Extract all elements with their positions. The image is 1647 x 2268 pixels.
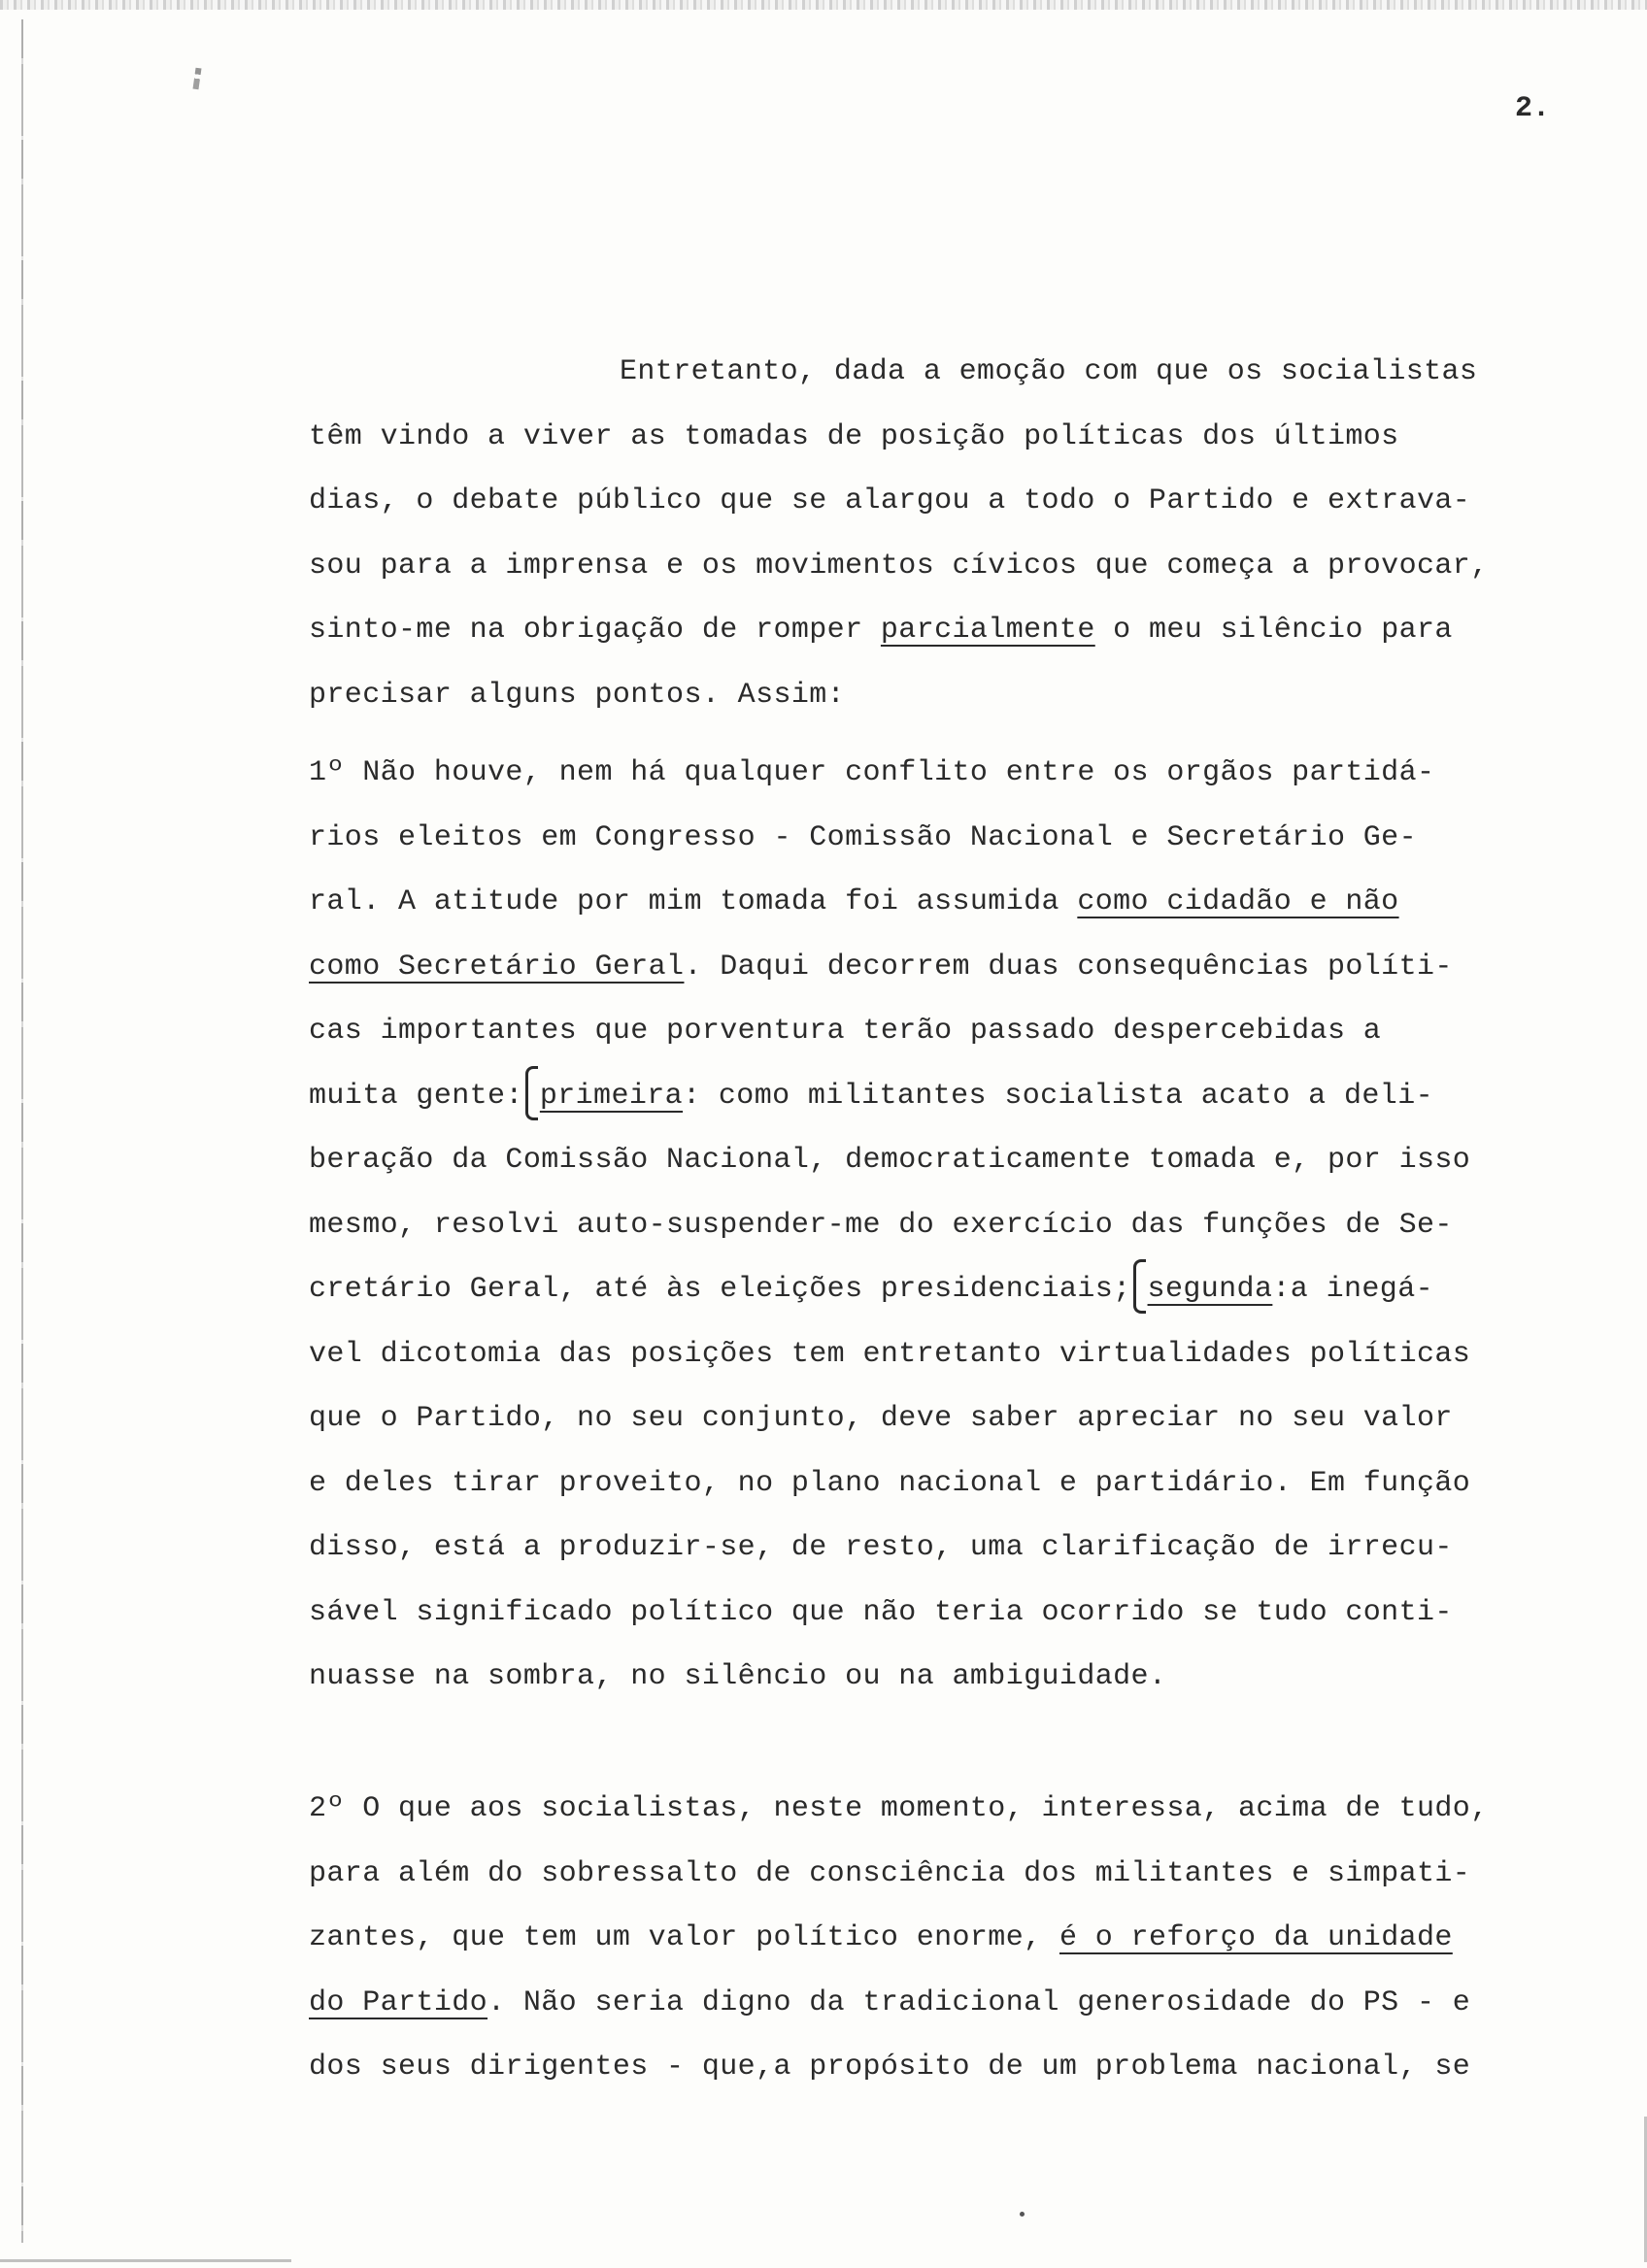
text-line: Entretanto, dada a emoção com que os socialistas [620, 355, 1478, 388]
text-line: cretário Geral, até às eleições presidenciais; segunda:a inegá- [309, 1257, 1610, 1322]
underlined-text: como Secretário Geral [309, 950, 685, 984]
underlined-text: segunda [1147, 1273, 1273, 1306]
page-number: 2. [1515, 92, 1551, 125]
text-line: sinto-me na obrigação de romper parcialmente o meu silêncio para [309, 614, 1453, 647]
paragraph-intro [309, 340, 1610, 727]
point-1 [309, 741, 1610, 1710]
text-line: mesmo, resolvi auto-suspender-me do exercício das funções de Se- [309, 1208, 1453, 1242]
ink-dot [1020, 2212, 1025, 2217]
text-line: nuasse na sombra, no silêncio ou na ambiguidade. [309, 1660, 1167, 1693]
underlined-text: parcialmente [880, 614, 1095, 647]
text-line: rios eleitos em Congresso - Comissão Nacional e Secretário Ge- [309, 820, 1417, 854]
text-line: precisar alguns pontos. Assim: [309, 678, 846, 712]
text-line: que o Partido, no seu conjunto, deve saber apreciar no seu valor [309, 1402, 1453, 1435]
text-line: beração da Comissão Nacional, democraticamente tomada e, por isso [309, 1144, 1471, 1177]
text-line: sável significado político que não teria ocorrido se tudo conti- [309, 1595, 1453, 1629]
underlined-text: como cidadão e não [1077, 885, 1399, 918]
text-line: ral. A atitude por mim tomada foi assumida como cidadão e não [309, 885, 1399, 918]
handwritten-bracket [525, 1066, 538, 1120]
text-line: 2º O que aos socialistas, neste momento, interessa, acima de tudo, [309, 1792, 1489, 1825]
text-line: dias, o debate público que se alargou a todo o Partido e extrava- [309, 484, 1471, 517]
text-line: disso, está a produzir-se, de resto, uma clarificação de irrecu- [309, 1531, 1453, 1564]
handwritten-bracket [1133, 1259, 1146, 1314]
text-line: 1º Não houve, nem há qualquer conflito entre os orgãos partidá- [309, 756, 1435, 789]
scan-edge-left [21, 19, 23, 2243]
text-line: têm vindo a viver as tomadas de posição políticas dos últimos [309, 419, 1399, 453]
text-line: zantes, que tem um valor político enorme, é o reforço da unidade [309, 1921, 1453, 1954]
text-line: dos seus dirigentes - que,a propósito de um problema nacional, se [309, 2051, 1471, 2084]
text-line: cas importantes que porventura terão passado despercebidas a [309, 1015, 1382, 1048]
text-line: do Partido. Não seria digno da tradicional generosidade do PS - e [309, 1985, 1471, 2019]
underlined-text: do Partido [309, 1985, 488, 2019]
text-line: vel dicotomia das posições tem entretanto virtualidades políticas [309, 1337, 1471, 1371]
underlined-text: é o reforço da unidade [1059, 1921, 1453, 1954]
text-line: como Secretário Geral. Daqui decorrem duas consequências políti- [309, 950, 1453, 984]
text-line: para além do sobressalto de consciência dos militantes e simpati- [309, 1856, 1471, 1890]
underlined-text: primeira [539, 1079, 684, 1113]
text-line: muita gente: primeira: como militantes socialista acato a deli- [309, 1064, 1610, 1129]
text-line: sou para a imprensa e os movimentos cívicos que começa a provocar, [309, 549, 1489, 583]
scan-edge-bottom [0, 2259, 291, 2262]
scan-mark [192, 68, 201, 90]
point-2 [309, 1777, 1610, 2100]
text-line: e deles tirar proveito, no plano nacional e partidário. Em função [309, 1466, 1471, 1500]
scan-edge-top [0, 0, 1647, 10]
